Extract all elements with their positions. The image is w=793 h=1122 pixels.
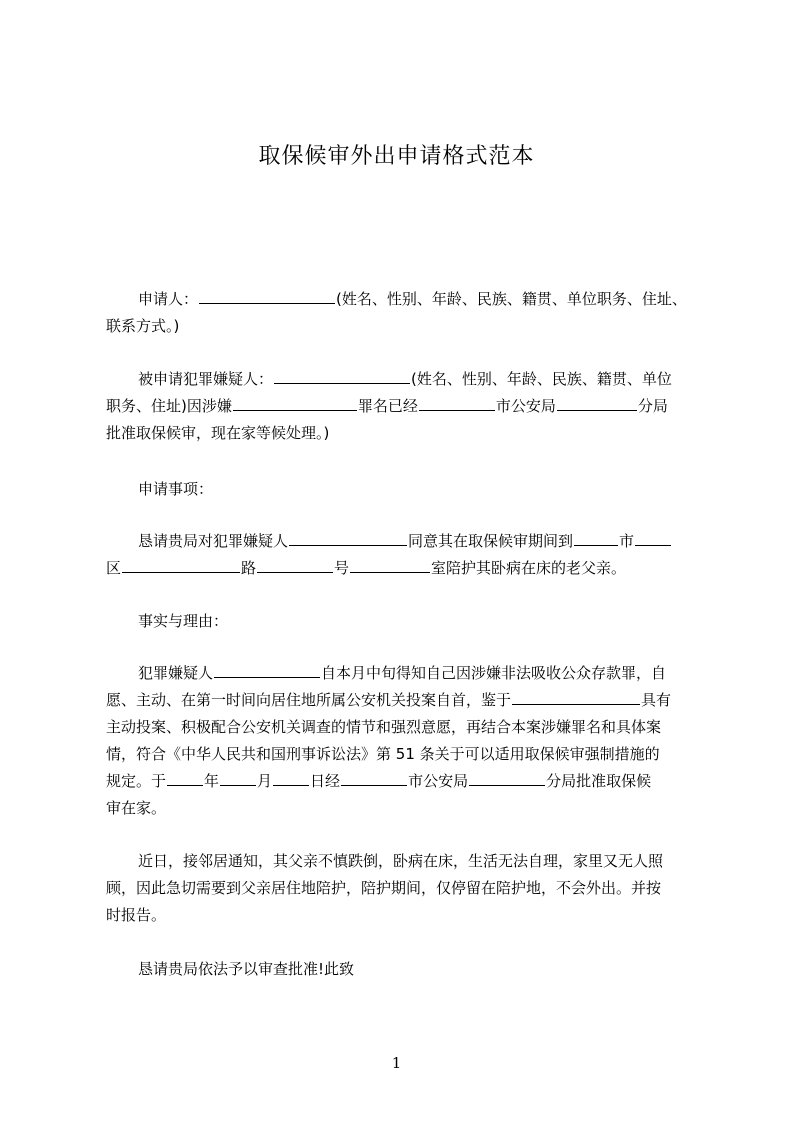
number-blank[interactable] [350,557,430,573]
applicant-paragraph [106,286,706,340]
city-blank[interactable] [419,395,495,411]
suspect-label: 被申请犯罪嫌疑人： [138,370,274,388]
facts-text: 分局批准取保候 [546,772,652,790]
facts-heading [106,608,706,635]
matters-text: 路 [241,559,257,577]
city-blank-2[interactable] [574,530,618,546]
facts-text: 愿、主动、在第一时间向居住地所属公安机关投案自首，鉴于 [106,691,512,709]
suspect-text: 分局 [637,397,668,415]
suspect-name-blank-3[interactable] [214,662,320,678]
closing-text: 恳请贵局依法予以审查批准!此致 [138,960,355,978]
recent-paragraph [106,848,706,929]
suspect-paragraph [106,366,706,447]
district-name-blank[interactable] [122,557,240,573]
facts-text: 年 [204,772,220,790]
matters-text: 恳请贵局对犯罪嫌疑人 [138,532,289,550]
month-blank[interactable] [220,770,256,786]
suspect-desc: (姓名、性别、年龄、民族、籍贯、单位 [411,370,672,388]
suspect-name-blank-2[interactable] [289,530,407,546]
facts-text: 情，符合《中华人民共和国刑事诉讼法》第 51 条关于可以适用取保候审强制措施的 [106,745,660,763]
district-blank[interactable] [635,530,671,546]
page-number: 1 [391,1054,402,1072]
year-blank[interactable] [167,770,203,786]
road-blank[interactable] [257,557,333,573]
facts-text: 自本月中旬得知自己因涉嫌非法吸收公众存款罪，自 [321,664,667,682]
facts-text: 月 [257,772,273,790]
section-heading: 申请事项： [138,480,214,498]
facts-text: 规定。于 [106,772,167,790]
name-blank-4[interactable] [512,689,640,705]
matters-paragraph [106,528,706,582]
suspect-name-blank[interactable] [274,368,410,384]
branch-blank[interactable] [557,395,637,411]
recent-text: 时报告。 [106,906,167,924]
facts-text: 主动投案、积极配合公安机关调查的情节和强烈意愿，再结合本案涉嫌罪名和具体案 [106,718,662,736]
charge-blank[interactable] [233,395,357,411]
applicant-desc: (姓名、性别、年龄、民族、籍贯、单位职务、住址、 [336,290,687,308]
day-blank[interactable] [273,770,309,786]
suspect-text: 批准取保候审，现在家等候处理。) [106,424,330,442]
matters-text: 区 [106,559,122,577]
section-heading: 事实与理由： [138,612,229,630]
closing-paragraph [106,956,706,983]
suspect-text: 职务、住址)因涉嫌 [106,397,232,415]
page-title: 取保候审外出申请格式范本 [258,144,535,169]
applicant-label: 申请人： [138,290,199,308]
recent-text: 顾，因此急切需要到父亲居住地陪护，陪护期间，仅停留在陪护地，不会外出。并按 [106,879,662,897]
suspect-text: 罪名已经 [357,397,418,415]
facts-text: 日经 [310,772,341,790]
recent-text: 近日，接邻居通知，其父亲不慎跌倒，卧病在床，生活无法自理，家里又无人照 [138,852,664,870]
facts-text: 具有 [641,691,672,709]
matters-text: 同意其在取保候审期间到 [408,532,574,550]
facts-text: 市公安局 [408,772,469,790]
matters-text: 室陪护其卧病在床的老父亲。 [431,559,627,577]
applicant-desc-cont: 联系方式。) [106,317,180,335]
branch-blank-2[interactable] [469,770,545,786]
facts-text: 犯罪嫌疑人 [138,664,214,682]
matters-text: 市 [619,532,635,550]
facts-text: 审在家。 [106,799,167,817]
matters-text: 号 [334,559,350,577]
facts-paragraph [106,660,706,822]
city-blank-3[interactable] [341,770,407,786]
matters-heading [106,476,706,503]
suspect-text: 市公安局 [495,397,556,415]
applicant-blank[interactable] [199,288,335,304]
